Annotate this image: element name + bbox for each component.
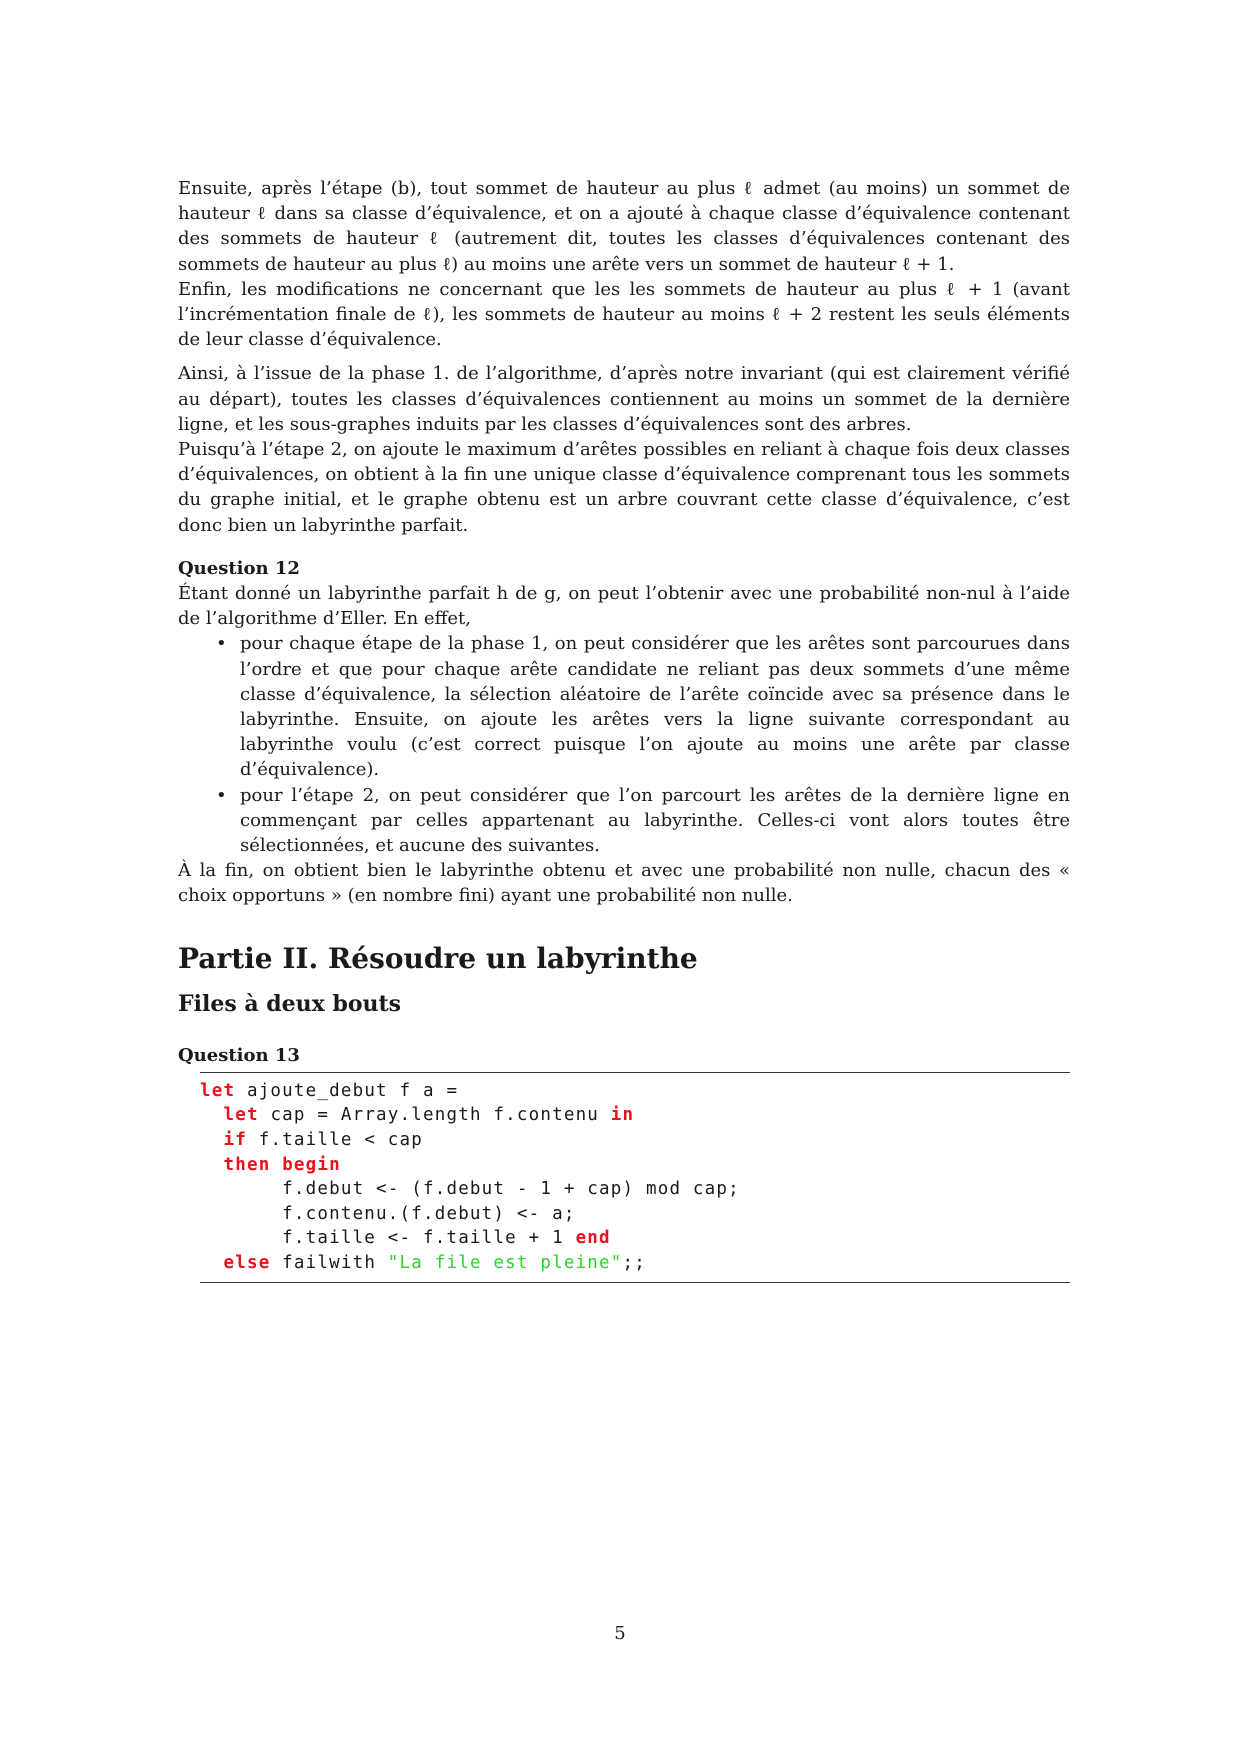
question-12-conclusion: À la fin, on obtient bien le labyrinthe obtenu et avec une probabilité non nulle, chacun des « choix opportuns » (en nombre fini) ayant une probabilité non nulle.	[178, 860, 1070, 907]
question-12-title: Question 12	[178, 557, 300, 579]
code-line: let cap = Array.length f.contenu in	[223, 1105, 635, 1126]
question-13-title: Question 13	[178, 1044, 300, 1066]
page-number: 5	[614, 1623, 626, 1644]
list-item: • pour l’étape 2, on peut considérer que l’on parcourt les arêtes de la dernière ligne en commençant par celles appartenant au labyrinthe. Celles-ci vont alors toutes être sélectionnées, et aucune des suivantes.	[240, 783, 1070, 859]
list-item: • pour chaque étape de la phase 1, on peut considérer que les arêtes sont parcourues dans l’ordre et que pour chaque arête candidate ne reliant pas deux sommets d’une même classe d’équivalence, la sélection aléatoire de l’arête coïncide avec sa présence dans le labyrinthe. Ensuite, on ajoute les arêtes vers la ligne suivante correspondant au labyrinthe voulu (c’est correct puisque l’on ajoute au moins une arête par classe d’équivalence).	[240, 631, 1070, 782]
code-line: f.debut <- (f.debut - 1 + cap) mod cap;	[282, 1179, 740, 1200]
code-line: f.contenu.(f.debut) <- a;	[282, 1203, 576, 1224]
code-block	[200, 1072, 1070, 1283]
code-line: let ajoute_debut f a =	[200, 1080, 459, 1101]
code-line: else failwith "La file est pleine";;	[223, 1253, 646, 1274]
paragraph-puisque: Puisqu’à l’étape 2, on ajoute le maximum d’arêtes possibles en reliant à chaque fois deux classes d’équivalences, on obtient à la fin une unique classe d’équivalence comprenant tous les sommets du graphe initial, et le graphe obtenu est un arbre couvrant cette classe d’équivalence, c’est donc bien un labyrinthe parfait.	[178, 439, 1070, 536]
question-12-intro: Étant donné un labyrinthe parfait h de g, on peut l’obtenir avec une probabilité non-nul à l’aide de l’algorithme d’Eller. En effet,	[178, 583, 1070, 630]
page-content	[178, 176, 1070, 1283]
paragraph-enfin: Enfin, les modifications ne concernant que les les sommets de hauteur au plus ℓ + 1 (avant l’incrémentation finale de ℓ), les sommets de hauteur au moins ℓ + 2 restent les seuls éléments de leur classe d’équivalence.	[178, 278, 1070, 351]
paragraph-etape-b: Ensuite, après l’étape (b), tout sommet de hauteur au plus ℓ admet (au moins) un sommet de hauteur ℓ dans sa classe d’équivalence, et on a ajouté à chaque classe d’équivalence contenant des sommets de hauteur ℓ (autrement dit, toutes les classes d’équivalences contenant des sommets de hauteur au plus ℓ) au moins une arête vers un sommet de hauteur ℓ + 1.	[178, 178, 1070, 275]
code-line: if f.taille < cap	[223, 1130, 424, 1151]
part-title: Partie II. Résoudre un labyrinthe	[178, 941, 698, 975]
section-title: Files à deux bouts	[178, 990, 402, 1017]
code-line: then begin	[223, 1154, 341, 1175]
paragraph-ainsi: Ainsi, à l’issue de la phase 1. de l’algorithme, d’après notre invariant (qui est clairement vérifié au départ), toutes les classes d’équivalences contiennent au moins un sommet de la dernière ligne, et les sous-graphes induits par les classes d’équivalences sont des arbres.	[178, 363, 1070, 435]
question-12-bullet-list	[178, 631, 1070, 858]
code-line: f.taille <- f.taille + 1 end	[282, 1228, 611, 1249]
